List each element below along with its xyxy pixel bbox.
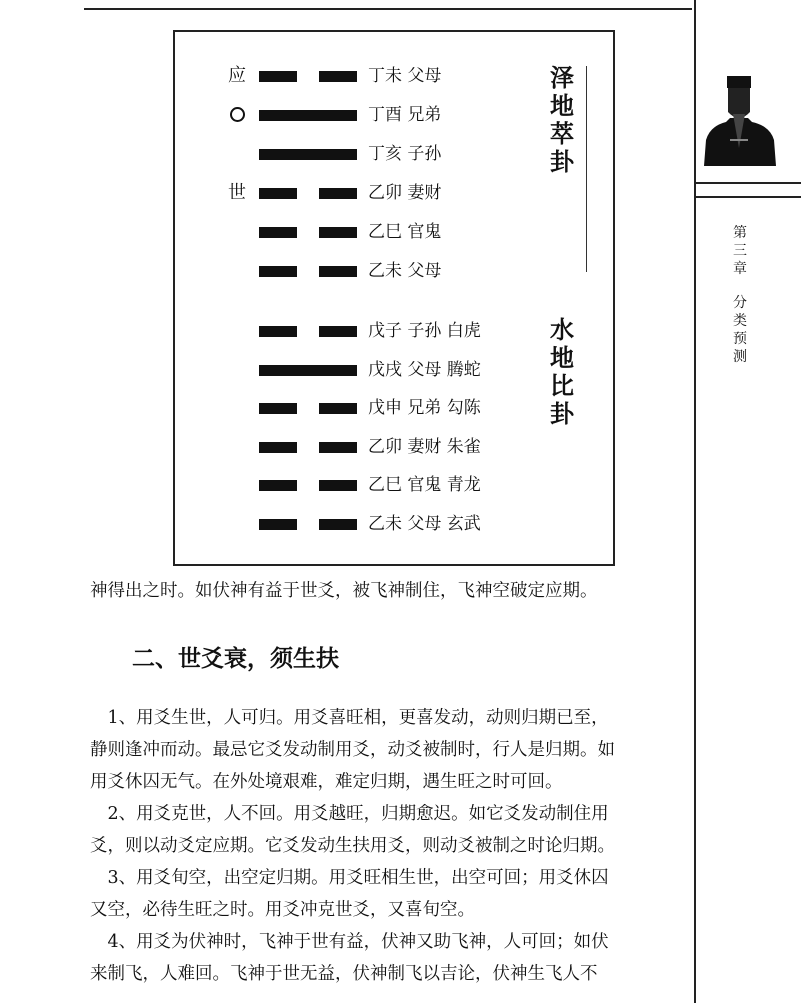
lower-yao-line bbox=[259, 480, 357, 491]
chapter-char: 第 bbox=[733, 225, 747, 241]
yin-segment bbox=[259, 266, 297, 277]
yin-segment bbox=[319, 227, 357, 238]
chapter-sidebar-label bbox=[728, 224, 752, 366]
upper-line-label: 丁未 父母 bbox=[368, 66, 442, 86]
title-char: 萃 bbox=[550, 120, 574, 148]
title-char: 地 bbox=[550, 92, 574, 120]
yang-segment bbox=[259, 110, 357, 121]
lower-yao-line bbox=[259, 365, 357, 376]
yin-segment bbox=[319, 403, 357, 414]
upper-yao-line bbox=[259, 149, 357, 160]
lower-line-label: 戊子 子孙 白虎 bbox=[368, 321, 481, 341]
upper-yao-line bbox=[259, 110, 357, 121]
line-marker: 世 bbox=[228, 182, 246, 203]
yin-segment bbox=[319, 326, 357, 337]
yin-segment bbox=[319, 480, 357, 491]
upper-yao-line bbox=[259, 266, 357, 277]
paragraph-line: 4、用爻为伏神时，飞神于世有益，伏神又助飞神，人可回；如伏 bbox=[90, 932, 609, 952]
title-char: 泽 bbox=[550, 64, 574, 92]
paragraph-line: 爻，则以动爻定应期。它爻发动生扶用爻，则动爻被制之时论归期。 bbox=[90, 836, 615, 856]
yang-segment bbox=[259, 149, 357, 160]
yin-segment bbox=[259, 442, 297, 453]
chapter-char: 分 bbox=[733, 295, 747, 311]
paragraph-line: 2、用爻克世，人不回。用爻越旺，归期愈迟。如它爻发动制住用 bbox=[90, 804, 609, 824]
yin-segment bbox=[319, 519, 357, 530]
intro-line: 神得出之时。如伏神有益于世爻，被飞神制住，飞神空破定应期。 bbox=[90, 581, 598, 601]
lower-line-label: 乙巳 官鬼 青龙 bbox=[368, 475, 481, 495]
upper-title-rule bbox=[586, 66, 587, 272]
upper-line-label: 乙未 父母 bbox=[368, 261, 442, 281]
yin-segment bbox=[259, 480, 297, 491]
top-rule bbox=[84, 8, 692, 10]
upper-yao-line bbox=[259, 188, 357, 199]
upper-line-label: 乙卯 妻财 bbox=[368, 183, 442, 203]
scholar-portrait-icon bbox=[700, 70, 778, 168]
paragraph-line: 来制飞，人难回。飞神于世无益，伏神制飞以吉论，伏神生飞人不 bbox=[90, 964, 598, 984]
lower-yao-line bbox=[259, 442, 357, 453]
title-char: 比 bbox=[550, 372, 574, 400]
yin-segment bbox=[259, 403, 297, 414]
side-rule-lower bbox=[696, 196, 801, 198]
yang-segment bbox=[259, 365, 357, 376]
lower-line-label: 乙卯 妻财 朱雀 bbox=[368, 436, 481, 457]
upper-yao-line bbox=[259, 71, 357, 82]
title-char: 地 bbox=[550, 344, 574, 372]
title-char: 卦 bbox=[550, 400, 574, 428]
paragraph-line: 1、用爻生世，人可归。用爻喜旺相，更喜发动，动则归期已至， bbox=[90, 708, 609, 728]
yin-segment bbox=[319, 71, 357, 82]
lower-line-label: 戊申 兄弟 勾陈 bbox=[368, 398, 481, 418]
side-rule-upper bbox=[696, 182, 801, 184]
upper-line-label: 丁酉 兄弟 bbox=[368, 105, 442, 125]
lower-line-label: 戊戌 父母 腾蛇 bbox=[368, 359, 481, 380]
title-char: 卦 bbox=[550, 148, 574, 176]
upper-hexagram-title bbox=[548, 64, 576, 176]
yin-segment bbox=[319, 266, 357, 277]
lower-yao-line bbox=[259, 403, 357, 414]
yin-segment bbox=[319, 442, 357, 453]
chapter-char: 三 bbox=[733, 243, 747, 259]
paragraph-line: 3、用爻旬空，出空定归期。用爻旺相生世，出空可回；用爻休囚 bbox=[90, 868, 609, 888]
yin-segment bbox=[259, 519, 297, 530]
yin-segment bbox=[259, 227, 297, 238]
paragraph-line: 用爻休囚无气。在外处境艰难，难定归期，遇生旺之时可回。 bbox=[90, 772, 563, 792]
yin-segment bbox=[259, 326, 297, 337]
paragraph-line: 又空，必待生旺之时。用爻冲克世爻，又喜旬空。 bbox=[90, 900, 475, 920]
yin-segment bbox=[259, 71, 297, 82]
moving-line-circle-icon bbox=[230, 107, 245, 122]
margin-rule bbox=[694, 0, 696, 1003]
chapter-char: 章 bbox=[733, 261, 747, 277]
upper-line-label: 乙巳 官鬼 bbox=[368, 222, 442, 242]
title-char: 水 bbox=[550, 316, 574, 344]
lower-hexagram-title bbox=[548, 316, 576, 428]
lower-yao-line bbox=[259, 519, 357, 530]
upper-yao-line bbox=[259, 227, 357, 238]
line-marker: 应 bbox=[228, 65, 246, 86]
yin-segment bbox=[319, 188, 357, 199]
upper-line-label: 丁亥 子孙 bbox=[368, 144, 442, 164]
chapter-char: 测 bbox=[733, 349, 747, 365]
chapter-char: 类 bbox=[733, 313, 747, 329]
section-heading: 二、世爻衰，须生扶 bbox=[132, 646, 339, 672]
chapter-char: 预 bbox=[733, 331, 747, 347]
paragraph-line: 静则逢冲而动。最忌它爻发动制用爻，动爻被制时，行人是归期。如 bbox=[90, 740, 615, 760]
yin-segment bbox=[259, 188, 297, 199]
lower-line-label: 乙未 父母 玄武 bbox=[368, 513, 481, 534]
lower-yao-line bbox=[259, 326, 357, 337]
